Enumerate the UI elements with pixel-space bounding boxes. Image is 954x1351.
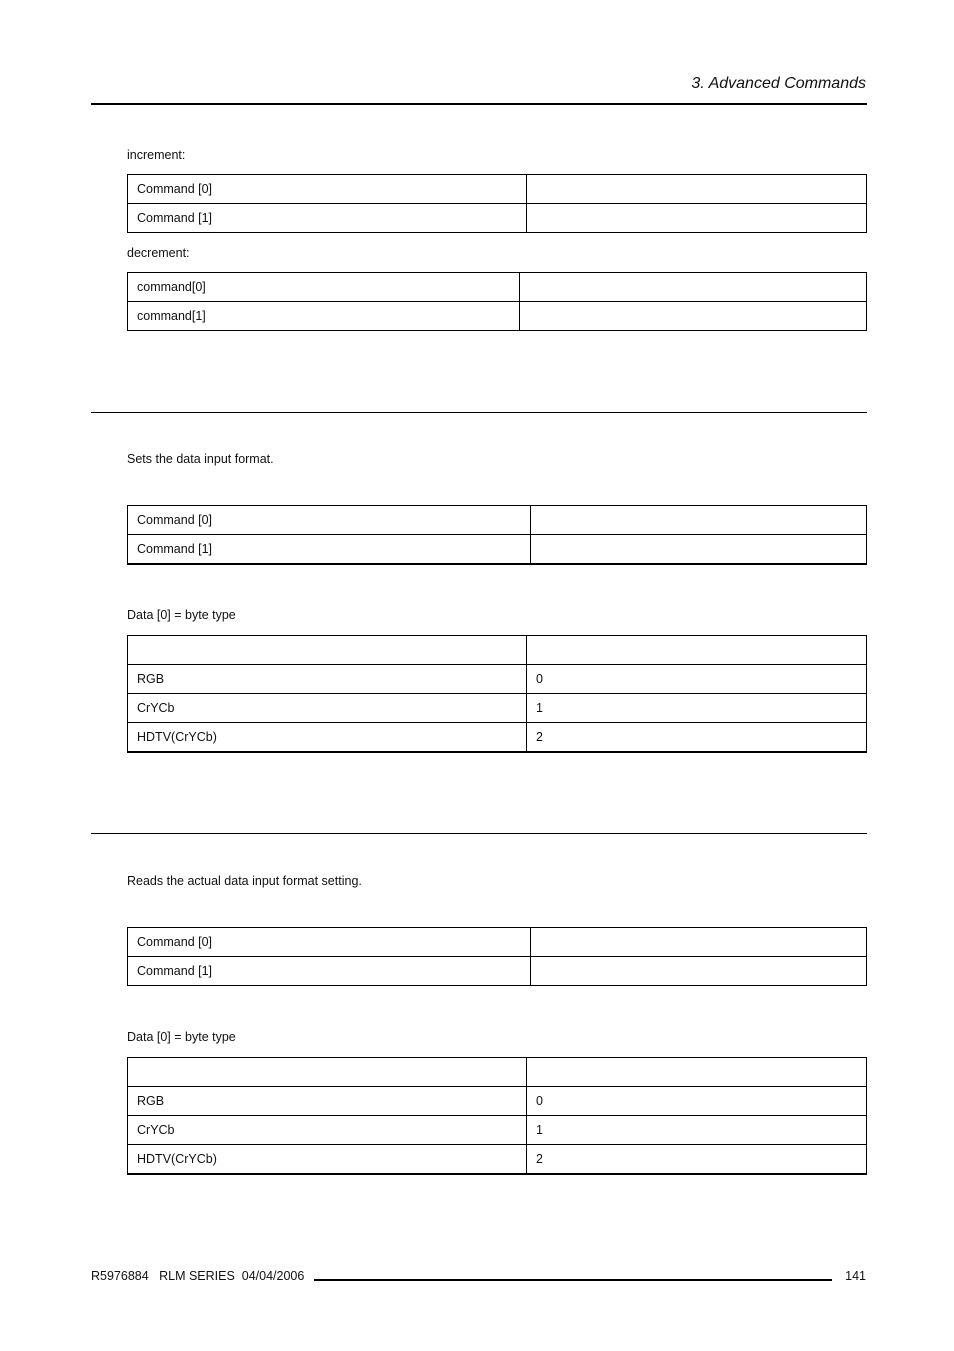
table-cell bbox=[531, 957, 867, 986]
table-row bbox=[128, 204, 867, 233]
table-cell bbox=[531, 506, 867, 535]
page-number: 141 bbox=[845, 1269, 866, 1283]
table-row bbox=[128, 302, 867, 331]
table-row bbox=[128, 535, 867, 565]
table-row bbox=[128, 175, 867, 204]
table-cell: 2 bbox=[527, 723, 867, 753]
table-cell: HDTV(CrYCb) bbox=[128, 723, 527, 753]
table-row bbox=[128, 273, 867, 302]
table-cell: Command [0] bbox=[128, 928, 531, 957]
data-type-label: Data [0] = byte type bbox=[127, 1030, 236, 1044]
table-row bbox=[128, 506, 867, 535]
table-cell bbox=[128, 1058, 527, 1087]
table-cell bbox=[520, 273, 867, 302]
increment-command-table bbox=[127, 174, 867, 233]
table-row bbox=[128, 1058, 867, 1087]
header-rule bbox=[91, 103, 867, 105]
footer-rule bbox=[314, 1279, 832, 1281]
table-cell: RGB bbox=[128, 1087, 527, 1116]
section-description: Reads the actual data input format setting. bbox=[127, 874, 362, 888]
table-cell bbox=[128, 636, 527, 665]
table-cell bbox=[527, 636, 867, 665]
table-row bbox=[128, 694, 867, 723]
table-cell bbox=[531, 535, 867, 565]
table-cell: Command [1] bbox=[128, 204, 527, 233]
decrement-command-table bbox=[127, 272, 867, 331]
section-divider bbox=[91, 412, 867, 413]
table-row bbox=[128, 723, 867, 753]
set-format-data-table bbox=[127, 635, 867, 753]
read-format-command-table bbox=[127, 927, 867, 986]
table-cell: CrYCb bbox=[128, 1116, 527, 1145]
section-description: Sets the data input format. bbox=[127, 452, 274, 466]
table-cell: Command [0] bbox=[128, 506, 531, 535]
table-row bbox=[128, 636, 867, 665]
table-cell: RGB bbox=[128, 665, 527, 694]
decrement-label: decrement: bbox=[127, 246, 190, 260]
table-cell: Command [0] bbox=[128, 175, 527, 204]
table-cell: Command [1] bbox=[128, 957, 531, 986]
footer-document-info: R5976884 RLM SERIES 04/04/2006 bbox=[91, 1269, 305, 1283]
table-row bbox=[128, 1087, 867, 1116]
table-row bbox=[128, 957, 867, 986]
table-cell: 2 bbox=[527, 1145, 867, 1175]
table-cell: 0 bbox=[527, 1087, 867, 1116]
page-header-title: 3. Advanced Commands bbox=[691, 75, 866, 92]
table-cell bbox=[527, 204, 867, 233]
data-type-label: Data [0] = byte type bbox=[127, 608, 236, 622]
table-cell: CrYCb bbox=[128, 694, 527, 723]
table-cell: HDTV(CrYCb) bbox=[128, 1145, 527, 1175]
table-cell: command[1] bbox=[128, 302, 520, 331]
table-cell: 0 bbox=[527, 665, 867, 694]
table-cell bbox=[520, 302, 867, 331]
table-cell: Command [1] bbox=[128, 535, 531, 565]
table-row bbox=[128, 1116, 867, 1145]
table-row bbox=[128, 928, 867, 957]
table-cell bbox=[527, 175, 867, 204]
table-cell bbox=[527, 1058, 867, 1087]
read-format-data-table bbox=[127, 1057, 867, 1175]
table-cell: 1 bbox=[527, 1116, 867, 1145]
table-row bbox=[128, 665, 867, 694]
table-row bbox=[128, 1145, 867, 1175]
increment-label: increment: bbox=[127, 148, 186, 162]
set-format-command-table bbox=[127, 505, 867, 565]
table-cell: command[0] bbox=[128, 273, 520, 302]
section-divider bbox=[91, 833, 867, 834]
table-cell: 1 bbox=[527, 694, 867, 723]
table-cell bbox=[531, 928, 867, 957]
